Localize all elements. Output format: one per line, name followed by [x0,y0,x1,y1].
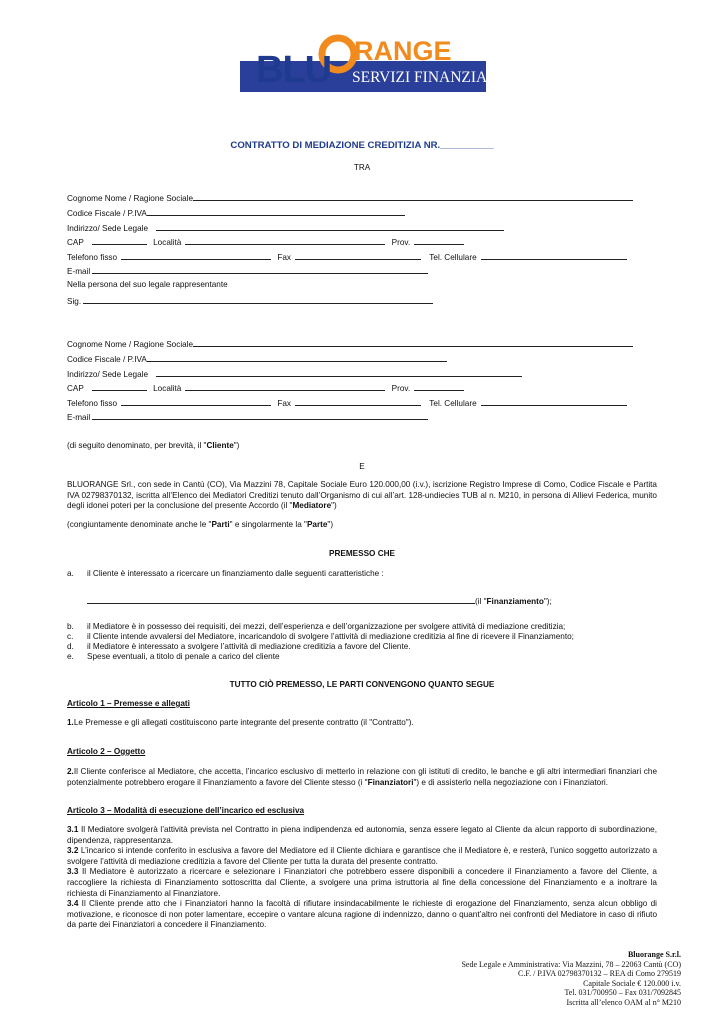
cliente-pre: (di seguito denominato, per brevità, il " [67,441,207,450]
party2-cognome-label: Cognome Nome / Ragione Sociale [67,340,194,349]
cliente-bold: Cliente [206,441,234,450]
premesso-title: PREMESSO CHE [329,549,395,558]
list-item [67,632,574,642]
party2-telefono-label: Telefono fisso [67,399,118,408]
premessa-a [67,569,384,579]
list-letter: e. [67,652,74,661]
party2-email-field[interactable] [92,411,428,420]
list-text: il Mediatore è interessato a svolgere l’attività di mediazione creditizia a favore del Cliente. [87,642,411,651]
party2-email-label: E-mail [67,413,91,422]
party2-email-row [67,411,428,423]
party1-codice-label: Codice Fiscale / P.IVA [67,209,147,218]
art3-text: L’incarico si intende conferito in esclusiva a favore del Mediatore ed il Cliente dichiara e garantisce che il Mediatore è, e resterà, l’unico soggetto autorizzato a svolgere l’attività di mediazione creditizia a favore del Cliente per tutta la durata del presente contratto. [67,846,657,866]
party1-indirizzo-label: Indirizzo/ Sede Legale [67,224,149,233]
party1-telefono-label: Telefono fisso [67,253,118,262]
party2-codice-label: Codice Fiscale / P.IVA [67,355,147,364]
parti-definition [67,520,333,530]
party1-sig-field[interactable] [83,295,433,304]
bluorange-par-post: ") [331,501,337,511]
company-logo [240,34,503,92]
party1-cognome-field[interactable] [193,192,633,201]
finanziamento-pre: (il " [475,597,487,606]
list-text: il Mediatore è in possesso dei requisiti, dei mezzi, dell’esperienza e dell’organizzazione per svolgere attività di mediazione creditizia; [87,622,566,631]
list-text: il Cliente intende avvalersi del Mediatore, incaricandolo di svolgere l’attività di mediazione creditizia al fine di ricevere il Finanziamento; [87,632,574,641]
footer-tel: Tel. 031/700950 – Fax 031/7092845 [564,988,681,998]
footer-sede: Sede Legale e Amministrativa: Via Mazzini, 78 – 22063 Cantù (CO) [461,959,681,969]
party1-fax-field[interactable] [295,251,421,260]
contract-title: CONTRATTO DI MEDIAZIONE CREDITIZIA NR.__________ [230,140,494,151]
art1-title: Articolo 1 – Premesse e allegati [67,699,190,708]
party1-email-label: E-mail [67,267,91,276]
art3-item [67,899,657,931]
party2-cognome-field[interactable] [193,338,633,347]
bluorange-par-pre: BLUORANGE Srl., con sede in Cantù (CO), Via Mazzini 78, Capitale Sociale Euro 120.000,00 (i.v.), iscrizione Registro Imprese di Como, Codice Fiscale e Partita IVA 02798370132, iscritta all’Elenco dei Mediatori Creditizi tenuto dall’Organismo di cui all’art. 128-undiecies TUB al n. M210, in persona di Allievi Federica, munito degli idonei poteri per la conclusione del presente Accordo (il " [67,480,657,511]
finanziamento-post: "); [543,597,552,606]
logo-range: RANGE [354,36,452,66]
footer-cf: C.F. / P.IVA 02798370132 – REA di Como 279519 [517,969,681,979]
party1-cognome-label: Cognome Nome / Ragione Sociale [67,194,194,203]
party1-email-row [67,265,428,277]
party1-telefono-row [67,251,627,263]
party2-prov-field[interactable] [414,382,464,391]
party1-email-field[interactable] [92,265,428,274]
parti-bold1: Parti [211,520,230,529]
party1-indirizzo-field[interactable] [156,222,504,231]
party1-fax-label: Fax [277,253,292,262]
art3-item [67,867,657,899]
bluorange-par-bold: Mediatore [292,501,332,511]
parti-bold2: Parte [306,520,328,529]
e-label: E [359,462,365,471]
party2-cellulare-field[interactable] [481,397,627,406]
cliente-post: ") [233,441,240,450]
art1-text: Le Premesse e gli allegati costituiscono parte integrante del presente contratto (il "Contratto"). [73,718,414,727]
art3-text: Il Mediatore svolgerà l’attività prevista nel Contratto in piena indipendenza ed autonomia, senza essere legato al Cliente da alcun rapporto di subordinazione, dipendenza, rappresentanza. [67,825,657,845]
art2-bold: Finanziatori [367,777,414,787]
party2-prov-label: Prov. [391,384,411,393]
parti-mid: " e singolarmente la " [229,520,307,529]
art2-text-pre: Il Cliente conferisce al Mediatore, che accetta, l’incarico esclusivo di metterlo in relazione con gli istituti di credito, le banche e gli altri intermediari finanziari che potenzialmente potrebbero erogare il Finanziamento a favore del Cliente stesso (i " [67,767,657,787]
party2-cellulare-label: Tel. Cellulare [429,399,477,408]
party2-indirizzo-label: Indirizzo/ Sede Legale [67,370,149,379]
party1-cap-row [67,236,464,248]
party2-cap-row [67,382,464,394]
party2-fax-field[interactable] [295,397,421,406]
party1-codice-field[interactable] [147,207,405,216]
list-letter: b. [67,622,74,631]
party1-cap-label: CAP [67,238,84,247]
art3-item [67,825,657,846]
list-letter: d. [67,642,74,651]
party1-sig-label: Sig. [67,297,82,306]
party1-indirizzo-row [67,222,504,234]
finanziamento-row [87,595,552,607]
art3-title: Articolo 3 – Modalità di esecuzione dell’incarico ed esclusiva [67,806,305,815]
party1-telefono-field[interactable] [121,251,271,260]
party1-localita-label: Località [153,238,182,247]
art3-text: Il Cliente prende atto che i Finanziatori hanno la facoltà di rifiutare insindacabilmente le richieste di erogazione del Finanziamento, senza alcun obbligo di motivazione, e riconosce di non poter lamentare, eccepire o vantare alcuna ragione di indennizzo, danno o quant’altro nei confronti del Mediatore in caso di rifiuto da parte dei Finanziatori a concedere il Finanziamento. [67,899,657,930]
art3-paragraphs [67,825,657,931]
art3-text: Il Mediatore è autorizzato a ricercare e selezionare i Finanziatori che potrebbero essere disponibili a concedere il Finanziamento a favore del Cliente, a raccogliere la richiesta di Finanziamento sottoscritta dal Cliente, a svolgere una prima istruttoria al fine della concessione del Finanziamento e a inoltrare la richiesta di Finanziamento al Finanziatore. [67,867,657,898]
party2-cognome-row [67,338,633,350]
art2-paragraph [67,767,657,788]
party2-codice-field[interactable] [147,353,447,362]
party1-localita-field[interactable] [185,236,385,245]
party2-telefono-row [67,397,627,409]
art1-num: 1. [67,718,74,727]
art2-text-post: ") e di assisterlo nella negoziazione con i Finanziatori. [413,777,609,787]
list-letter: c. [67,632,74,641]
bluorange-paragraph [67,480,657,512]
art1-paragraph [67,718,414,728]
party2-telefono-field[interactable] [121,397,271,406]
art3-num: 3.1 [67,825,79,834]
footer-company: Bluorange S.r.l. [627,950,681,959]
premessa-a-letter: a. [67,569,74,578]
party1-cap-field[interactable] [92,236,147,245]
tutto-title: TUTTO CIÒ PREMESSO, LE PARTI CONVENGONO QUANTO SEGUE [229,680,495,689]
art3-num: 3.3 [67,867,79,877]
party1-cellulare-label: Tel. Cellulare [429,253,477,262]
list-item [67,642,574,652]
footer-capitale: Capitale Sociale € 120.000 i.v. [583,978,681,988]
parti-pre: (congiuntamente denominate anche le " [67,520,212,529]
premessa-a-text: il Cliente è interessato a ricercare un finanziamento dalle seguenti caratteristiche : [87,569,384,578]
party1-legale: Nella persona del suo legale rappresentante [67,280,228,289]
parti-post: ") [327,520,334,529]
cliente-definition [67,441,239,451]
art2-title: Articolo 2 – Oggetto [67,747,146,756]
premesse-list [67,622,574,662]
logo-blu: BLU [256,49,332,91]
party2-fax-label: Fax [277,399,292,408]
finanziamento-field[interactable] [87,595,475,604]
party2-localita-field[interactable] [185,382,385,391]
art3-item [67,846,657,867]
party1-cognome-row [67,192,633,204]
tra-label: TRA [353,163,371,172]
company-footer [361,950,681,1008]
party1-sig-row [67,295,433,307]
art2-num: 2. [67,767,74,776]
party1-prov-label: Prov. [391,238,411,247]
art3-num: 3.4 [67,899,79,909]
party1-prov-field[interactable] [414,236,464,245]
list-item [67,652,574,662]
party2-indirizzo-row [67,368,522,380]
party2-codice-row [67,353,447,365]
party1-codice-row [67,207,405,219]
finanziamento-bold: Finanziamento [486,597,544,606]
footer-oam: Iscritta all’elenco OAM al n° M210 [566,997,681,1007]
party2-indirizzo-field[interactable] [156,368,522,377]
list-item [67,622,574,632]
party2-cap-field[interactable] [92,382,147,391]
party2-localita-label: Località [153,384,182,393]
party1-cellulare-field[interactable] [481,251,627,260]
art3-num: 3.2 [67,846,79,856]
list-text: Spese eventuali, a titolo di penale a carico del cliente [87,652,280,661]
party2-cap-label: CAP [67,384,84,393]
logo-servizi: SERVIZI FINANZIARI [352,69,503,86]
